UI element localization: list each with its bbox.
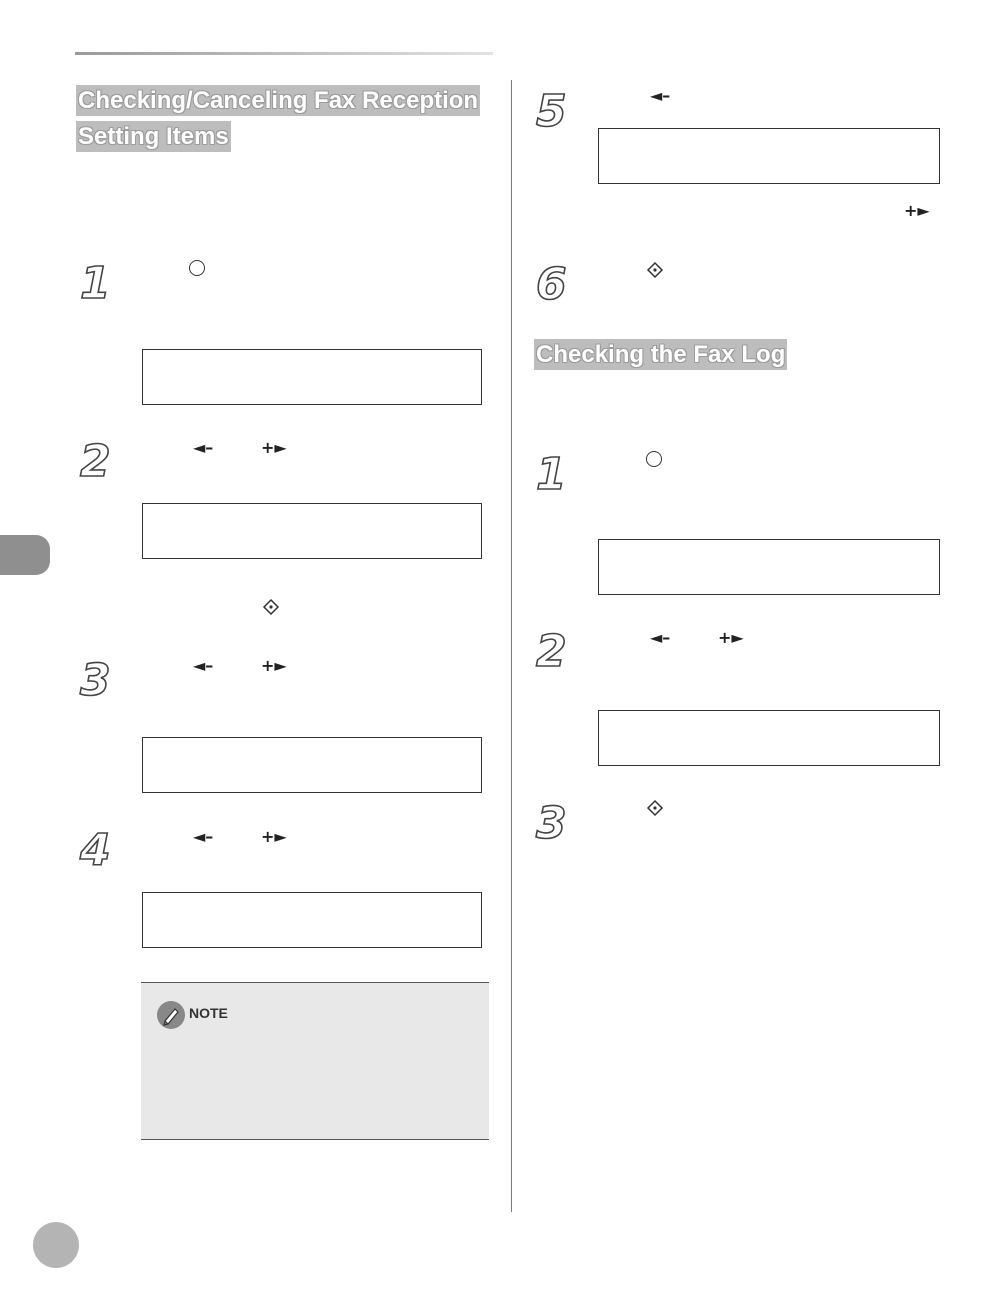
- plus-right-key-icon: +►: [904, 201, 930, 220]
- step-number: 3: [536, 798, 567, 849]
- left-minus-key-icon: ◄–: [193, 827, 214, 846]
- step-number: 1: [536, 449, 567, 500]
- chapter-tab: [0, 535, 50, 575]
- pencil-note-icon: [157, 1001, 185, 1029]
- ok-key-icon: [646, 261, 664, 279]
- left-minus-key-icon: ◄–: [650, 628, 671, 647]
- lcd-display: [598, 539, 940, 595]
- lcd-display: [142, 737, 482, 793]
- lcd-display: [598, 128, 940, 184]
- plus-right-key-icon: +►: [261, 438, 287, 457]
- note-label: NOTE: [189, 1005, 228, 1021]
- header-rule: [75, 52, 493, 55]
- note-box: [141, 982, 489, 1140]
- step-number: 5: [536, 86, 567, 137]
- left-minus-key-icon: ◄–: [650, 86, 671, 105]
- step-number: 3: [80, 655, 111, 706]
- step-number: 2: [536, 626, 567, 677]
- left-minus-key-icon: ◄–: [193, 438, 214, 457]
- page-number-badge: [33, 1222, 79, 1268]
- section-heading-line-2: Setting Items: [78, 123, 229, 150]
- column-divider: [511, 80, 512, 1212]
- plus-right-key-icon: +►: [261, 656, 287, 675]
- circle-key-icon: [646, 451, 662, 467]
- left-minus-key-icon: ◄–: [193, 656, 214, 675]
- plus-right-key-icon: +►: [261, 827, 287, 846]
- step-number: 4: [80, 825, 111, 876]
- lcd-display: [142, 892, 482, 948]
- ok-key-icon: [646, 799, 664, 817]
- lcd-display: [598, 710, 940, 766]
- section-heading-right: Checking the Fax Log: [536, 341, 786, 368]
- step-number: 1: [80, 258, 111, 309]
- lcd-display: [142, 349, 482, 405]
- circle-key-icon: [189, 260, 205, 276]
- plus-right-key-icon: +►: [718, 628, 744, 647]
- section-heading: Checking/Canceling Fax Reception: [78, 87, 479, 114]
- step-number: 6: [536, 259, 567, 310]
- ok-key-icon: [262, 598, 280, 616]
- lcd-display: [142, 503, 482, 559]
- step-number: 2: [80, 436, 111, 487]
